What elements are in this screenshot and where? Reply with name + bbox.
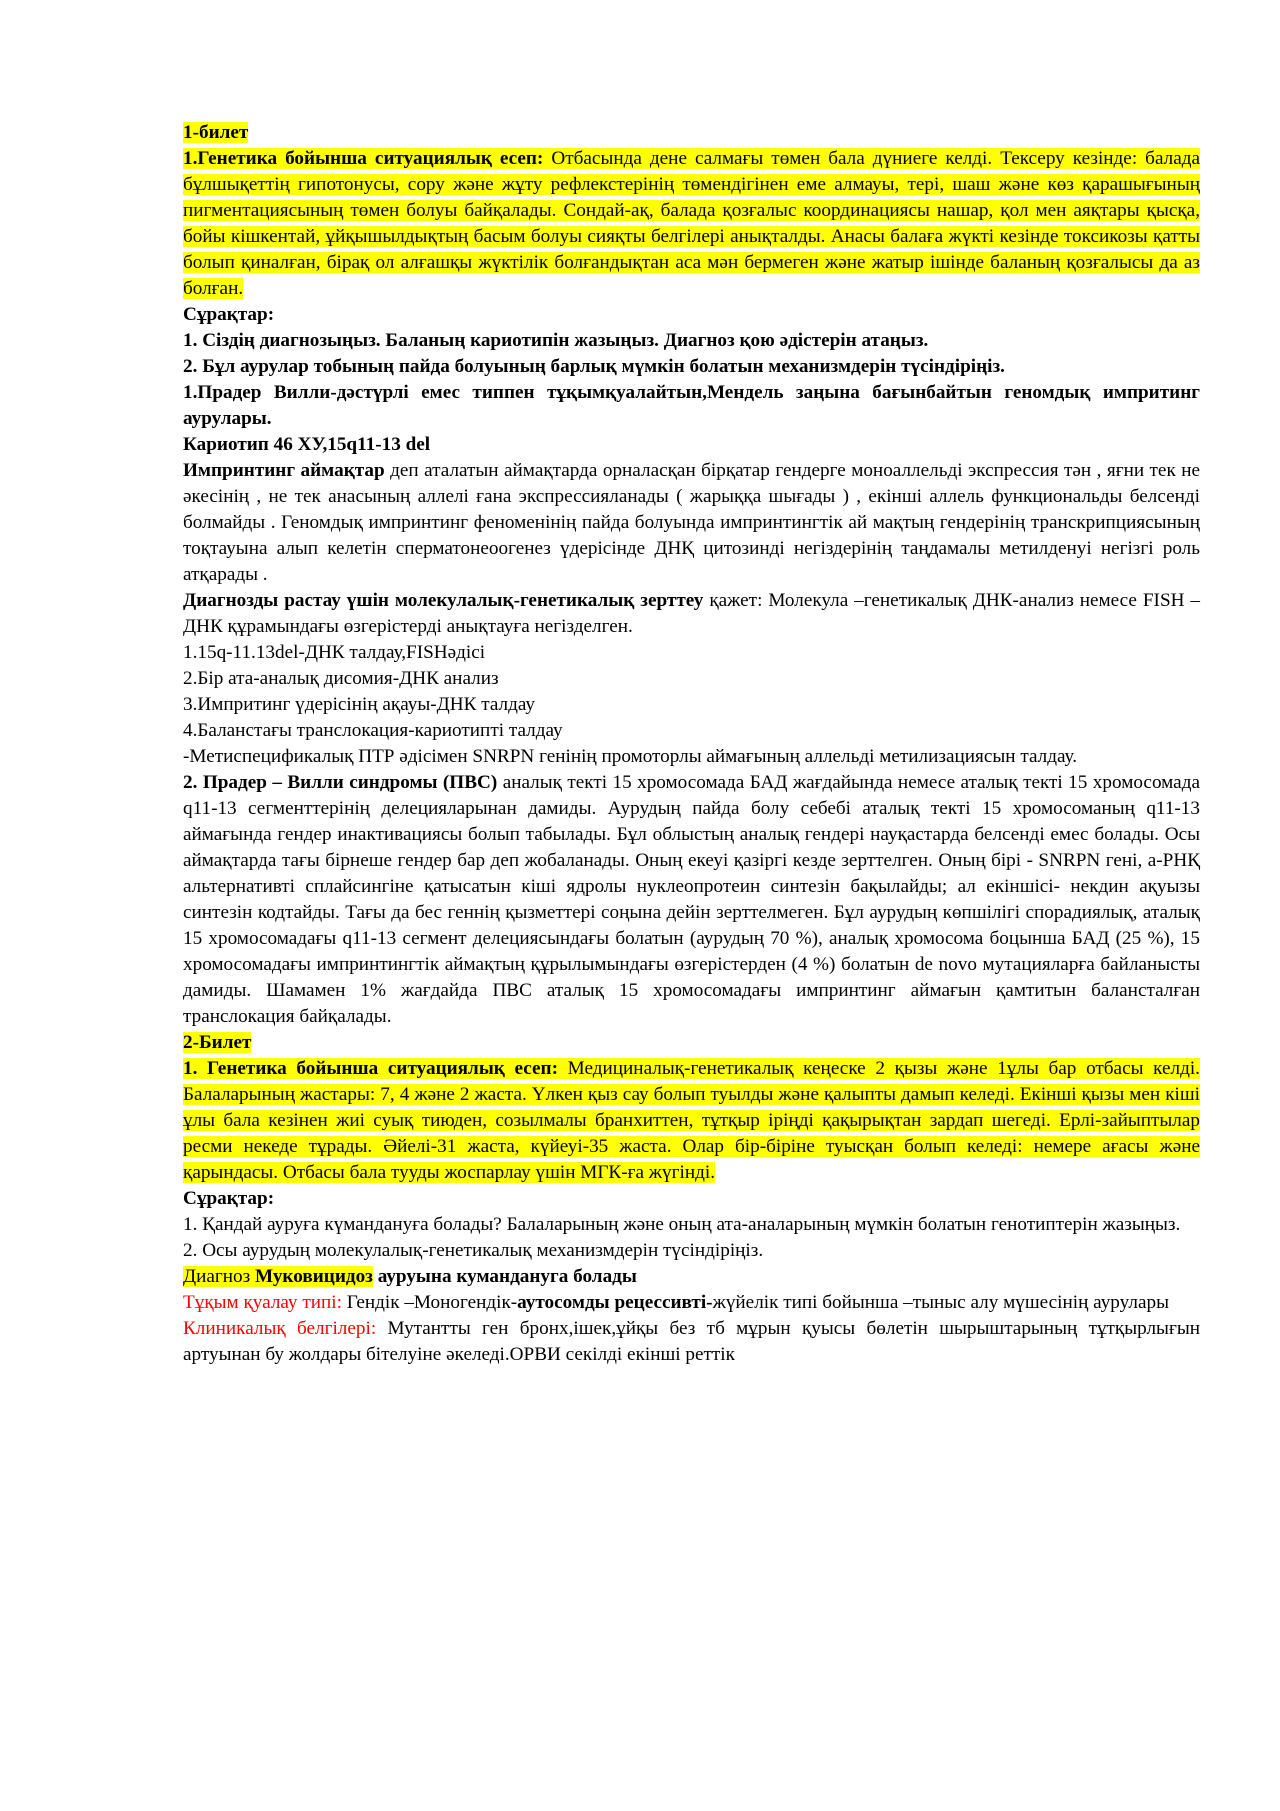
ticket1-imprinting [183, 458, 1200, 588]
ticket1-task-label: 1.Генетика бойынша ситуациялық есеп: [183, 148, 544, 169]
ticket2-task-text: Медициналық-генетикалық кеңеске 2 қызы және 1ұлы бар отбасы келді. Балаларының жастары: 7, 4 және 2 жаста. Үлкен қыз сау болып туылды және қалыпты дамып келеді. Екінші қызы мен кіші ұлы бала кезінен жиі суық тиюден, созылмалы бранхиттен, тұтқыр іріңді қақырықтан зардап шегеді. Ерлі-зайыптылар ресми некеде тұрады. Әйелі-31 жаста, күйеуі-35 жаста. Олар бір-біріне туысқан болып келеді: немере ағасы және қарындасы. Отбасы бала тууды жоспарлау үшін МГК-ға жүгінді. [183, 1058, 1200, 1183]
ticket2-question-1: 1. Қандай ауруға күмандануға болады? Балаларының және оның ата-аналарының мүмкін болатын генотиптерін жазыңыз. [183, 1214, 1181, 1235]
diagnosis-name: Муковицидоз [254, 1266, 373, 1287]
confirm-label: Диагнозды растау үшін молекулалық-генетикалық зерттеу [183, 590, 704, 611]
imprinting-text: деп аталатын аймақтарда орналасқан бірқатар гендерге моноаллельді экспрессия тән , яғни тек не әкесінің , не тек анасының аллелі ғана экспрессияланады ( жарыққа шығады ) , екінші аллель функциональды белсенді болмайды . Геномдық импринтинг феноменінің пайда болуында импринтингтік ай мақтың гендерінің транскрипциясының тоқтауына алып келетін сперматонеоогенез үдерісінде ДНҚ цитозинді негіздерінің таңдамалы метилденуі негізгі роль атқарады . [183, 460, 1200, 585]
document-page [183, 120, 1200, 1368]
ticket2-clinical [183, 1316, 1200, 1368]
ticket2-title: 2-Билет [183, 1032, 252, 1053]
ticket1-karyotype: Кариотип 46 ХУ,15q11-13 del [183, 434, 431, 455]
answer-2-label: 2. Прадер – Вилли синдромы (ПВС) [183, 772, 498, 793]
inheritance-label: Тұқым қуалау типі: [183, 1292, 342, 1313]
diagnosis-prefix: Диагноз [183, 1266, 255, 1287]
ticket1-answer-2 [183, 770, 1200, 1030]
ticket2-question-2: 2. Осы аурудың молекулалық-генетикалық механизмдерін түсіндіріңіз. [183, 1240, 764, 1261]
ticket1-task [183, 146, 1200, 302]
method-item-4: 4.Баланстағы транслокация-кариотипті талдау [183, 720, 563, 741]
ticket2-diagnosis [183, 1264, 1200, 1290]
ticket1-question-2: 2. Бұл аурулар тобының пайда болуының барлық мүмкін болатын механизмдерін түсіндіріңіз. [183, 356, 1005, 377]
ticket2-task-label: 1. Генетика бойынша ситуациялық есеп: [183, 1058, 558, 1079]
method-item-2: 2.Бір ата-аналық дисомия-ДНК анализ [183, 668, 499, 689]
clinical-label: Клиникалық белгілері: [183, 1318, 377, 1339]
ticket2-questions-label: Сұрақтар: [183, 1188, 275, 1209]
ticket1-questions-label: Сұрақтар: [183, 304, 275, 325]
inheritance-bold: аутосомды рецессивті- [517, 1292, 713, 1313]
ticket1-confirm [183, 588, 1200, 640]
ticket1-question-1: 1. Сіздің диагнозыңыз. Баланың кариотипін жазыңыз. Диагноз қою әдістерін атаңыз. [183, 330, 929, 351]
ticket1-title: 1-билет [183, 122, 249, 143]
inheritance-post: жүйелік типі бойынша –тыныс алу мүшесінің аурулары [712, 1292, 1169, 1313]
ticket1-answer-1: 1.Прадер Вилли-дәстүрлі емес типпен тұқымқуалайтын,Мендель заңына бағынбайтын геномдық импритинг аурулары. [183, 382, 1200, 429]
inheritance-pre: Гендік –Моногендік- [341, 1292, 518, 1313]
ticket2-task [183, 1056, 1200, 1186]
ticket2-inheritance [183, 1290, 1200, 1316]
method-item-1: 1.15q-11.13del-ДНК талдау,FISHәдісі [183, 642, 486, 663]
ticket1-task-text: Отбасында дене салмағы төмен бала дүниеге келді. Тексеру кезінде: балада бұлшықеттің гипотонусы, сору және жұту рефлекстерінің төмендігінен еме алмауы, тері, шаш және көз қарашығының пигментациясының төмен болуы байқалады. Сондай-ақ, балада қозғалыс координациясы нашар, қол мен аяқтары қысқа, бойы кішкентай, ұйқышылдықтың басым болуы сияқты белгілері анықталды. Анасы балаға жүкті кезінде токсикозы қатты болып қиналған, бірақ ол алғашқы жүктілік болғандықтан аса мән бермеген және жатыр ішінде баланың қозғалысы да аз болған. [183, 148, 1200, 299]
method-item-3: 3.Импритинг үдерісінің ақауы-ДНК талдау [183, 694, 535, 715]
confirm-text: қажет: Молекула –генетикалық ДНК-анализ немесе FISH –ДНК құрамындағы өзгерістерді анықтауға негізделген. [183, 590, 1200, 637]
diagnosis-suffix: ауруына куманданугa болады [372, 1266, 637, 1287]
method-item-5: -Метиспецификалық ПТР әдісімен SNRPN генінің промоторлы аймағының аллельді метилизациясын талдау. [183, 746, 1077, 767]
imprinting-label: Импринтинг аймақтар [183, 460, 385, 481]
answer-2-text: аналық текті 15 хромосомада БАД жағдайында немесе аталық текті 15 хромосомада q11-13 сегменттерінің делецияларынан дамиды. Аурудың пайда болу себебі аталық текті 15 хромосоманың q11-13 аймағында гендер инактивациясы болып табылады. Бұл облыстың аналық гендері науқастарда белсенді емес болады. Осы аймақтарда тағы бірнеше гендер бар деп жобаланады. Оның екеуі қазіргі кезде зерттелген. Оның бірі - SNRPN гені, а-РНҚ альтернативті сплайсингіне қатысатын кіші ядролы нуклеопротеин синтезін бақылайды; ал екіншісі- некдин ақуызы синтезін кодтайды. Тағы да бес геннің қызметтері соңына дейін зерттелмеген. Бұл аурудың көпшілігі спорадиялық, аталық 15 хромосомадағы q11-13 сегмент делециясындағы болатын (аурудың 70 %), аналық хромосома боцынша БАД (25 %), 15 хромосомадағы импринтингтік аймақтың құрылымындағы өзгерістерден (4 %) болатын de novo мутацияларға байланысты дамиды. Шамамен 1% жағдайда ПВС аталық 15 хромосомадағы импринтинг аймағын қамтитын балансталған транслокация байқалады. [183, 772, 1200, 1027]
clinical-text: Мутантты ген бронх,ішек,ұйқы без тб мұрын қуысы бөлетін шырыштарының тұтқырлығын артуынан бу жолдары бітелуіне әкеледі.ОРВИ секілді екінші реттік [183, 1318, 1200, 1365]
